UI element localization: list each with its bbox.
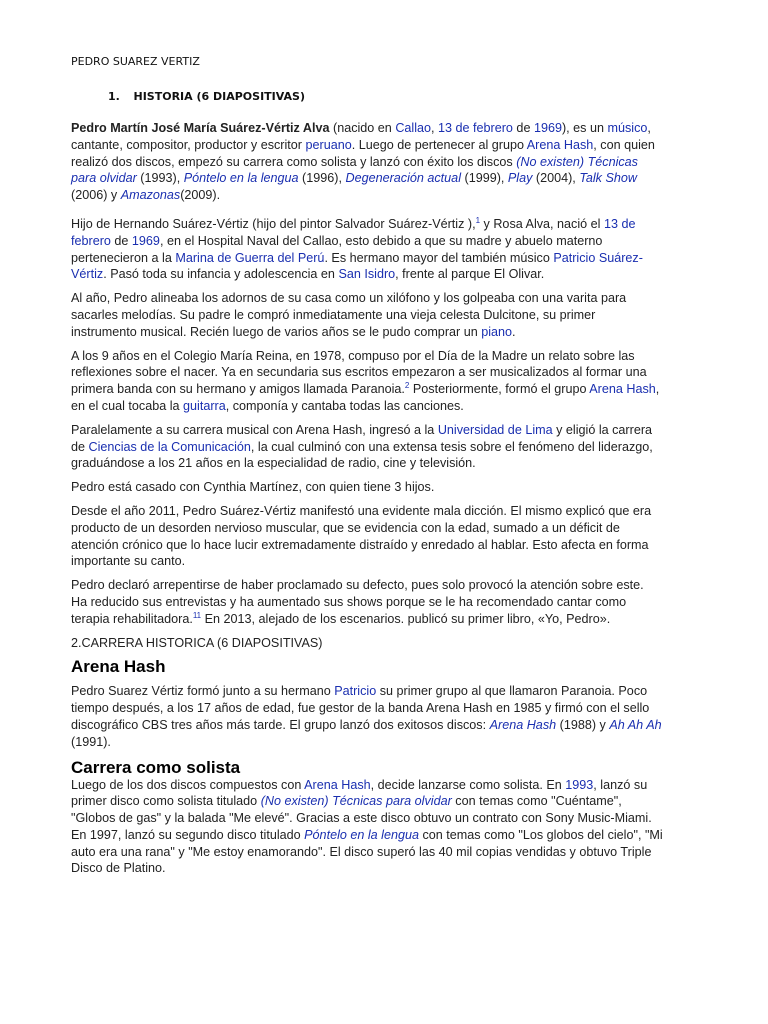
text: , componía y cantaba todas las canciones. <box>225 398 464 413</box>
text: con temas como "Cuéntame", "Globos de gas" y la balada "Me elevé". Gracias a este disco obtuvo un contrato con Sony Music-Miami. <box>71 794 652 826</box>
text: , la cual culminó con una extensa tesis sobre el fenómeno del liderazgo, graduándose a los 21 años en la especialidad de radio, cine y televisión. <box>71 439 653 471</box>
heading-arena-hash: Arena Hash <box>71 657 166 677</box>
text: (2006) y <box>71 188 121 203</box>
text: , frente al parque El Olivar. <box>395 267 545 282</box>
full-name: Pedro Martín José María Suárez-Vértiz Alva <box>71 121 330 135</box>
paragraph-school <box>71 348 663 415</box>
citation-11[interactable]: 11 <box>192 610 202 620</box>
paragraph-arena-hash <box>71 683 663 750</box>
paragraph-diction: Desde el año 2011, Pedro Suárez-Vértiz manifestó una evidente mala dicción. El mismo explicó que era producto de un desorden nervioso muscular, que se evidencia con la edad, sumado a un déficit de atención crónico que lo hace lucir extremadamente distraído y enredado al hablar. Esto afecta en forma importante su canto. <box>71 503 652 569</box>
link-album-amazonas[interactable]: Amazonas <box>120 188 181 203</box>
link-ciencias-comunicacion[interactable]: Ciencias de la Comunicación <box>88 439 251 454</box>
text: y Rosa Alva, nació el <box>480 216 604 231</box>
text: . <box>512 324 516 339</box>
text: de <box>512 121 534 135</box>
text: . Luego de pertenecer al grupo <box>351 137 527 152</box>
text: ), es un <box>561 121 608 135</box>
link-birth-year[interactable]: 1969 <box>533 121 562 135</box>
section-label: HISTORIA (6 DIAPOSITIVAS) <box>133 90 305 103</box>
paragraph-regret <box>71 577 663 627</box>
text: En 1997, lanzó su segundo disco titulado <box>71 827 305 842</box>
text: (1996), <box>298 171 346 186</box>
text: , cantante, compositor, productor y escritor <box>71 121 651 152</box>
link-year-1993[interactable]: 1993 <box>565 777 594 792</box>
document-body <box>71 120 663 884</box>
text: , <box>431 121 439 135</box>
section-heading-carrera: 2.CARRERA HISTORICA (6 DIAPOSITIVAS) <box>71 635 323 650</box>
link-album-no-existen[interactable]: (No existen) Técnicas para olvidar <box>71 154 638 186</box>
link-peruano[interactable]: peruano <box>305 137 352 152</box>
link-album-pontelo[interactable]: Póntelo en la lengua <box>304 827 419 842</box>
link-birth-year[interactable]: 1969 <box>131 233 160 248</box>
link-birth-date[interactable]: 13 de febrero <box>438 121 513 135</box>
link-patricio[interactable]: Patricio <box>334 684 377 699</box>
text: (1988) y <box>556 717 610 732</box>
link-album-degeneracion[interactable]: Degeneración actual <box>345 171 461 186</box>
link-album-play[interactable]: Play <box>507 171 533 186</box>
text: Hijo de Hernando Suárez-Vértiz (hijo del pintor Salvador Suárez-Vértiz ), <box>71 216 476 231</box>
link-arena-hash[interactable]: Arena Hash <box>304 777 371 792</box>
text: de <box>110 233 132 248</box>
text: , en el Hospital Naval del Callao, esto debido a que su madre y abuelo materno pertenecieron a la <box>71 233 603 265</box>
text: con temas como "Los globos del cielo", "Mi auto era una rana" y "Me estoy enamorando". El disco superó las 40 mil copias vendidas y obtuvo Triple Disco de Platino. <box>71 827 663 876</box>
link-piano[interactable]: piano <box>481 324 513 339</box>
text: (1991). <box>71 734 111 749</box>
text: Luego de los dos discos compuestos con <box>71 777 305 792</box>
link-patricio[interactable]: Patricio Suárez-Vértiz <box>71 250 643 282</box>
text: (nacido en <box>329 121 396 135</box>
text: y eligió la carrera de <box>71 422 653 454</box>
text: (2004), <box>532 171 580 186</box>
text: En 2013, alejado de los escenarios. publicó su primer libro, «Yo, Pedro». <box>201 611 611 626</box>
link-san-isidro[interactable]: San Isidro <box>338 267 396 282</box>
heading-carrera-solista: Carrera como solista <box>71 757 241 777</box>
link-album-no-existen[interactable]: (No existen) Técnicas para olvidar <box>260 794 452 809</box>
link-arena-hash[interactable]: Arena Hash <box>589 382 656 397</box>
document-title: PEDRO SUAREZ VERTIZ <box>71 55 200 68</box>
paragraph-intro <box>71 120 663 204</box>
text: Pedro Suarez Vértiz formó junto a su hermano <box>71 684 335 699</box>
text: Posteriormente, formó el grupo <box>409 382 590 397</box>
link-album-talk-show[interactable]: Talk Show <box>579 171 637 186</box>
text: (2009). <box>180 188 221 203</box>
text: , en el cual tocaba la <box>71 382 660 413</box>
text: , decide lanzarse como solista. En <box>370 777 566 792</box>
text: A los 9 años en el Colegio María Reina, en 1978, compuso por el Día de la Madre un relato sobre las reflexiones sobre el nacer. Ya en secundaria sus escritos empezaron a ser musicalizados al formar una primera banda con su hermano y amigos llamada Paranoia. <box>71 348 647 397</box>
text: (1993), <box>136 171 184 186</box>
link-guitarra[interactable]: guitarra <box>183 398 226 413</box>
text: Pedro declaró arrepentirse de haber proclamado su defecto, pues solo provocó la atención sobre este. Ha reducido sus entrevistas y ha aumentado sus shows porque se le ha recomendado cantar como terapia rehabilitadora. <box>71 578 644 626</box>
text: (1999), <box>461 171 508 186</box>
link-arena-hash[interactable]: Arena Hash <box>526 137 594 152</box>
link-album-ah-ah-ah[interactable]: Ah Ah Ah <box>609 717 662 732</box>
citation-1[interactable]: 1 <box>475 215 481 225</box>
text: . Es hermano mayor del también músico <box>324 250 554 265</box>
link-birth-date[interactable]: 13 de febrero <box>71 216 636 248</box>
text: Paralelamente a su carrera musical con Arena Hash, ingresó a la <box>71 422 438 437</box>
link-album-pontelo[interactable]: Póntelo en la lengua <box>183 171 299 186</box>
link-universidad-lima[interactable]: Universidad de Lima <box>437 422 553 437</box>
paragraph-married: Pedro está casado con Cynthia Martínez, con quien tiene 3 hijos. <box>71 480 435 495</box>
link-callao[interactable]: Callao <box>395 121 432 135</box>
citation-2[interactable]: 2 <box>404 380 410 390</box>
paragraph-family <box>71 216 663 283</box>
text: , con quien realizó dos discos, empezó su carrera como solista y lanzó con éxito los discos <box>71 137 655 169</box>
paragraph-university <box>71 422 663 472</box>
text: . Pasó toda su infancia y adolescencia en <box>103 267 339 282</box>
link-marina[interactable]: Marina de Guerra del Perú <box>175 250 325 265</box>
paragraph-solista <box>71 777 663 878</box>
section-number: 1. <box>108 90 120 103</box>
text: , lanzó su primer disco como solista titulado <box>71 777 648 809</box>
link-album-arena-hash[interactable]: Arena Hash <box>489 717 557 732</box>
text: Al año, Pedro alineaba los adornos de su casa como un xilófono y los golpeaba con una varita para sacarles melodías. Su padre le compró inmediatamente una vieja celesta Dulcitone, su primer instrumento musical. Recién luego de varios años se le pudo comprar un <box>71 291 627 339</box>
link-musico[interactable]: músico <box>607 121 648 135</box>
paragraph-childhood <box>71 290 663 340</box>
text: su primer grupo al que llamaron Paranoia. Poco tiempo después, a los 17 años de edad, fue gestor de la banda Arena Hash en 1985 y firmó con el sello discográfico CBS tres años más tarde. El grupo lanzó dos exitosos discos: <box>71 684 650 732</box>
section-heading-historia <box>108 90 305 103</box>
